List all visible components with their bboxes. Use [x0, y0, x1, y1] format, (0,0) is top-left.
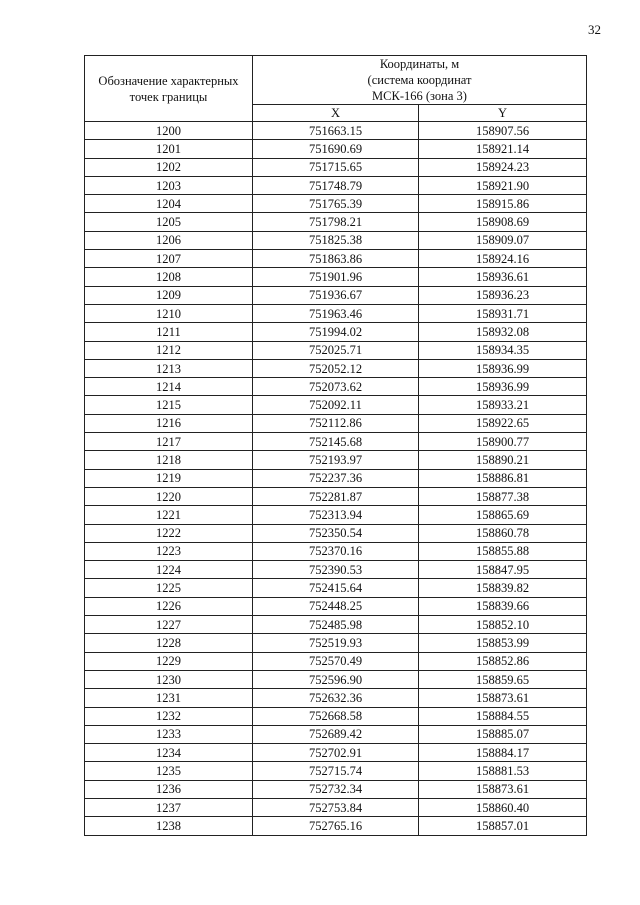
- table-row: [85, 707, 587, 725]
- point-id-cell: 1221: [85, 506, 253, 524]
- point-id-cell: 1231: [85, 689, 253, 707]
- table-row: [85, 524, 587, 542]
- x-coordinate-cell: 751715.65: [253, 158, 419, 176]
- point-id-cell: 1236: [85, 780, 253, 798]
- point-id-cell: 1208: [85, 268, 253, 286]
- point-id-cell: 1227: [85, 616, 253, 634]
- table-row: [85, 652, 587, 670]
- y-coordinate-cell: 158873.61: [419, 780, 587, 798]
- table-row: [85, 817, 587, 835]
- x-coordinate-cell: 752753.84: [253, 798, 419, 816]
- point-id-cell: 1232: [85, 707, 253, 725]
- y-coordinate-cell: 158877.38: [419, 487, 587, 505]
- y-coordinate-cell: 158921.90: [419, 176, 587, 194]
- x-coordinate-cell: 752313.94: [253, 506, 419, 524]
- table-row: [85, 176, 587, 194]
- y-coordinate-cell: 158909.07: [419, 231, 587, 249]
- x-coordinate-cell: 751748.79: [253, 176, 419, 194]
- coordinates-table: [84, 55, 587, 836]
- y-coordinate-cell: 158924.23: [419, 158, 587, 176]
- table-row: [85, 140, 587, 158]
- point-id-cell: 1214: [85, 378, 253, 396]
- x-coordinate-cell: 752570.49: [253, 652, 419, 670]
- table-row: [85, 561, 587, 579]
- x-coordinate-cell: 752350.54: [253, 524, 419, 542]
- x-coordinate-cell: 751936.67: [253, 286, 419, 304]
- point-id-cell: 1215: [85, 396, 253, 414]
- y-coordinate-cell: 158860.78: [419, 524, 587, 542]
- x-coordinate-cell: 752415.64: [253, 579, 419, 597]
- table-row: [85, 762, 587, 780]
- coordinates-body: [85, 122, 587, 836]
- point-id-cell: 1209: [85, 286, 253, 304]
- y-coordinate-cell: 158853.99: [419, 634, 587, 652]
- point-id-cell: 1223: [85, 542, 253, 560]
- y-coordinate-cell: 158890.21: [419, 451, 587, 469]
- point-id-cell: 1204: [85, 195, 253, 213]
- y-coordinate-cell: 158921.14: [419, 140, 587, 158]
- table-row: [85, 359, 587, 377]
- x-coordinate-cell: 752702.91: [253, 744, 419, 762]
- x-coordinate-cell: 752765.16: [253, 817, 419, 835]
- table-row: [85, 378, 587, 396]
- x-coordinate-cell: 751963.46: [253, 304, 419, 322]
- table-row: [85, 451, 587, 469]
- y-coordinate-cell: 158936.61: [419, 268, 587, 286]
- page-number: 32: [588, 22, 601, 37]
- y-coordinate-cell: 158915.86: [419, 195, 587, 213]
- y-coordinate-cell: 158936.99: [419, 359, 587, 377]
- table-row: [85, 670, 587, 688]
- x-coordinate-cell: 752689.42: [253, 725, 419, 743]
- x-coordinate-cell: 752715.74: [253, 762, 419, 780]
- x-coordinate-cell: 752025.71: [253, 341, 419, 359]
- x-coordinate-cell: 751765.39: [253, 195, 419, 213]
- table-row: [85, 433, 587, 451]
- y-coordinate-cell: 158852.10: [419, 616, 587, 634]
- x-coordinate-cell: 752112.86: [253, 414, 419, 432]
- x-coordinate-cell: 751663.15: [253, 122, 419, 140]
- table-row: [85, 616, 587, 634]
- table-row: [85, 213, 587, 231]
- x-coordinate-cell: 752370.16: [253, 542, 419, 560]
- point-id-cell: 1222: [85, 524, 253, 542]
- x-coordinate-cell: 752281.87: [253, 487, 419, 505]
- table-row: [85, 341, 587, 359]
- x-coordinate-cell: 751994.02: [253, 323, 419, 341]
- table-row: [85, 122, 587, 140]
- x-coordinate-cell: 751690.69: [253, 140, 419, 158]
- point-id-cell: 1230: [85, 670, 253, 688]
- point-id-cell: 1202: [85, 158, 253, 176]
- y-coordinate-cell: 158884.17: [419, 744, 587, 762]
- y-coordinate-cell: 158933.21: [419, 396, 587, 414]
- y-coordinate-cell: 158852.86: [419, 652, 587, 670]
- table-row: [85, 304, 587, 322]
- coordinates-header-line2: (система координат: [367, 73, 472, 87]
- point-id-cell: 1203: [85, 176, 253, 194]
- point-id-cell: 1238: [85, 817, 253, 835]
- point-id-cell: 1200: [85, 122, 253, 140]
- y-coordinate-cell: 158932.08: [419, 323, 587, 341]
- point-id-cell: 1213: [85, 359, 253, 377]
- point-id-cell: 1206: [85, 231, 253, 249]
- x-coordinate-cell: 752052.12: [253, 359, 419, 377]
- x-coordinate-cell: 752145.68: [253, 433, 419, 451]
- x-coordinate-cell: 751798.21: [253, 213, 419, 231]
- x-header: X: [253, 105, 419, 122]
- point-id-cell: 1216: [85, 414, 253, 432]
- point-id-cell: 1224: [85, 561, 253, 579]
- y-coordinate-cell: 158885.07: [419, 725, 587, 743]
- point-id-cell: 1237: [85, 798, 253, 816]
- x-coordinate-cell: 752073.62: [253, 378, 419, 396]
- x-coordinate-cell: 751825.38: [253, 231, 419, 249]
- y-coordinate-cell: 158865.69: [419, 506, 587, 524]
- table-row: [85, 286, 587, 304]
- y-coordinate-cell: 158907.56: [419, 122, 587, 140]
- x-coordinate-cell: 752237.36: [253, 469, 419, 487]
- point-id-cell: 1217: [85, 433, 253, 451]
- table-row: [85, 579, 587, 597]
- x-coordinate-cell: 752193.97: [253, 451, 419, 469]
- point-id-cell: 1220: [85, 487, 253, 505]
- y-coordinate-cell: 158931.71: [419, 304, 587, 322]
- x-coordinate-cell: 752596.90: [253, 670, 419, 688]
- y-coordinate-cell: 158886.81: [419, 469, 587, 487]
- coordinates-header: [253, 56, 587, 105]
- y-coordinate-cell: 158936.23: [419, 286, 587, 304]
- table-row: [85, 542, 587, 560]
- point-id-cell: 1235: [85, 762, 253, 780]
- table-row: [85, 780, 587, 798]
- y-coordinate-cell: 158873.61: [419, 689, 587, 707]
- y-coordinate-cell: 158900.77: [419, 433, 587, 451]
- x-coordinate-cell: 752668.58: [253, 707, 419, 725]
- table-row: [85, 323, 587, 341]
- x-coordinate-cell: 751863.86: [253, 250, 419, 268]
- y-coordinate-cell: 158839.66: [419, 597, 587, 615]
- coordinates-header-line1: Координаты, м: [379, 57, 460, 71]
- y-header: Y: [419, 105, 587, 122]
- point-id-cell: 1219: [85, 469, 253, 487]
- y-coordinate-cell: 158936.99: [419, 378, 587, 396]
- y-coordinate-cell: 158839.82: [419, 579, 587, 597]
- y-coordinate-cell: 158859.65: [419, 670, 587, 688]
- table-row: [85, 396, 587, 414]
- point-id-cell: 1207: [85, 250, 253, 268]
- x-coordinate-cell: 752632.36: [253, 689, 419, 707]
- y-coordinate-cell: 158881.53: [419, 762, 587, 780]
- point-id-cell: 1229: [85, 652, 253, 670]
- point-id-cell: 1201: [85, 140, 253, 158]
- table-row: [85, 250, 587, 268]
- point-id-cell: 1205: [85, 213, 253, 231]
- table-row: [85, 158, 587, 176]
- y-coordinate-cell: 158884.55: [419, 707, 587, 725]
- table-row: [85, 268, 587, 286]
- point-id-cell: 1228: [85, 634, 253, 652]
- table-row: [85, 798, 587, 816]
- point-id-cell: 1210: [85, 304, 253, 322]
- table-row: [85, 195, 587, 213]
- y-coordinate-cell: 158934.35: [419, 341, 587, 359]
- y-coordinate-cell: 158855.88: [419, 542, 587, 560]
- x-coordinate-cell: 752448.25: [253, 597, 419, 615]
- table-row: [85, 689, 587, 707]
- y-coordinate-cell: 158922.65: [419, 414, 587, 432]
- point-id-cell: 1212: [85, 341, 253, 359]
- point-id-cell: 1226: [85, 597, 253, 615]
- table-row: [85, 744, 587, 762]
- y-coordinate-cell: 158857.01: [419, 817, 587, 835]
- table-row: [85, 506, 587, 524]
- table-row: [85, 414, 587, 432]
- point-id-cell: 1225: [85, 579, 253, 597]
- y-coordinate-cell: 158908.69: [419, 213, 587, 231]
- y-coordinate-cell: 158924.16: [419, 250, 587, 268]
- table-row: [85, 231, 587, 249]
- x-coordinate-cell: 752485.98: [253, 616, 419, 634]
- y-coordinate-cell: 158847.95: [419, 561, 587, 579]
- x-coordinate-cell: 752092.11: [253, 396, 419, 414]
- x-coordinate-cell: 751901.96: [253, 268, 419, 286]
- y-coordinate-cell: 158860.40: [419, 798, 587, 816]
- point-id-cell: 1234: [85, 744, 253, 762]
- coordinates-header-line3: МСК-166 (зона 3): [372, 89, 467, 103]
- x-coordinate-cell: 752732.34: [253, 780, 419, 798]
- point-designation-header: Обозначение характерных точек границы: [85, 56, 253, 122]
- point-id-cell: 1233: [85, 725, 253, 743]
- table-row: [85, 469, 587, 487]
- point-id-cell: 1211: [85, 323, 253, 341]
- x-coordinate-cell: 752519.93: [253, 634, 419, 652]
- table-row: [85, 597, 587, 615]
- x-coordinate-cell: 752390.53: [253, 561, 419, 579]
- table-row: [85, 634, 587, 652]
- table-row: [85, 725, 587, 743]
- point-id-cell: 1218: [85, 451, 253, 469]
- table-row: [85, 487, 587, 505]
